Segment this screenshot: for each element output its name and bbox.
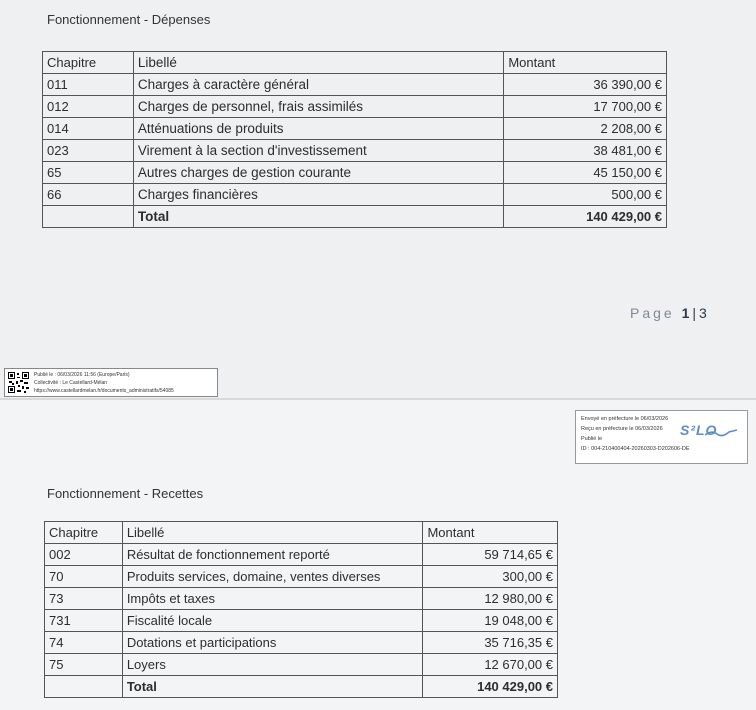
depenses-table	[42, 51, 667, 228]
table-row	[43, 162, 667, 184]
row-montant: 36 390,00 €	[504, 74, 667, 96]
row-libelle: Résultat de fonctionnement reporté	[122, 544, 423, 566]
total-label: Total	[122, 676, 423, 698]
page-label: Page	[630, 305, 675, 321]
row-libelle: Loyers	[122, 654, 423, 676]
recettes-table	[44, 521, 558, 698]
table-header-row	[43, 52, 667, 74]
total-value: 140 429,00 €	[504, 206, 667, 228]
row-libelle: Dotations et participations	[122, 632, 423, 654]
table-row	[45, 654, 558, 676]
header-montant: Montant	[423, 522, 558, 544]
total-row	[45, 676, 558, 698]
table-row	[43, 118, 667, 140]
row-chapitre: 011	[43, 74, 134, 96]
row-chapitre: 012	[43, 96, 134, 118]
header-chapitre: Chapitre	[43, 52, 134, 74]
row-libelle: Atténuations de produits	[133, 118, 503, 140]
depenses-section-title: Fonctionnement - Dépenses	[47, 12, 211, 27]
table-row	[45, 588, 558, 610]
publication-collectivite: Collectivité : Le Castellard-Mélan	[34, 380, 108, 386]
row-libelle: Fiscalité locale	[122, 610, 423, 632]
row-montant: 17 700,00 €	[504, 96, 667, 118]
header-libelle: Libellé	[122, 522, 423, 544]
row-chapitre: 73	[45, 588, 123, 610]
table-row	[43, 184, 667, 206]
publication-url[interactable]: https://www.castellardmelan.fr/documents_administratifs/54085	[34, 388, 174, 394]
row-chapitre: 70	[45, 566, 123, 588]
row-montant: 12 980,00 €	[423, 588, 558, 610]
recettes-section-title: Fonctionnement - Recettes	[47, 486, 204, 501]
table-row	[45, 566, 558, 588]
total-blank-cell	[43, 206, 134, 228]
row-montant: 12 670,00 €	[423, 654, 558, 676]
row-chapitre: 731	[45, 610, 123, 632]
row-libelle: Virement à la section d'investissement	[133, 140, 503, 162]
total-row	[43, 206, 667, 228]
table-row	[43, 140, 667, 162]
total-label: Total	[133, 206, 503, 228]
prefecture-sent: Envoyé en préfecture le 06/03/2026	[581, 416, 669, 422]
row-chapitre: 65	[43, 162, 134, 184]
row-chapitre: 74	[45, 632, 123, 654]
table-row	[45, 632, 558, 654]
page-number	[630, 305, 710, 321]
row-libelle: Impôts et taxes	[122, 588, 423, 610]
row-libelle: Autres charges de gestion courante	[133, 162, 503, 184]
page-current: 1	[681, 305, 693, 321]
prefecture-stamp	[575, 410, 748, 464]
row-chapitre: 66	[43, 184, 134, 206]
table-row	[43, 96, 667, 118]
prefecture-id: ID : 004-210400404-20260303-D202606-DE	[581, 446, 690, 452]
header-libelle: Libellé	[133, 52, 503, 74]
row-montant: 59 714,65 €	[423, 544, 558, 566]
header-montant: Montant	[504, 52, 667, 74]
prefecture-received: Reçu en préfecture le 06/03/2026	[581, 426, 663, 432]
qr-code-icon	[7, 371, 30, 394]
row-montant: 38 481,00 €	[504, 140, 667, 162]
row-chapitre: 023	[43, 140, 134, 162]
total-value: 140 429,00 €	[423, 676, 558, 698]
table-row	[45, 610, 558, 632]
total-blank-cell	[45, 676, 123, 698]
page-separator-glyph: |	[692, 305, 700, 321]
row-libelle: Charges de personnel, frais assimilés	[133, 96, 503, 118]
publication-stamp	[4, 368, 218, 397]
row-montant: 35 716,35 €	[423, 632, 558, 654]
row-chapitre: 75	[45, 654, 123, 676]
row-chapitre: 002	[45, 544, 123, 566]
table-row	[43, 74, 667, 96]
swoosh-icon	[704, 428, 738, 438]
header-chapitre: Chapitre	[45, 522, 123, 544]
page-total: 3	[699, 305, 710, 321]
row-montant: 300,00 €	[423, 566, 558, 588]
slo-logo: S²LO	[680, 422, 718, 438]
row-montant: 19 048,00 €	[423, 610, 558, 632]
table-row	[45, 544, 558, 566]
row-chapitre: 014	[43, 118, 134, 140]
publication-date: Publié le : 06/03/2026 11:56 (Europe/Paris)	[34, 372, 130, 378]
table-header-row	[45, 522, 558, 544]
row-montant: 500,00 €	[504, 184, 667, 206]
row-libelle: Charges à caractère général	[133, 74, 503, 96]
prefecture-published: Publié le	[581, 436, 603, 442]
row-montant: 45 150,00 €	[504, 162, 667, 184]
row-libelle: Charges financières	[133, 184, 503, 206]
row-montant: 2 208,00 €	[504, 118, 667, 140]
row-libelle: Produits services, domaine, ventes diverses	[122, 566, 423, 588]
